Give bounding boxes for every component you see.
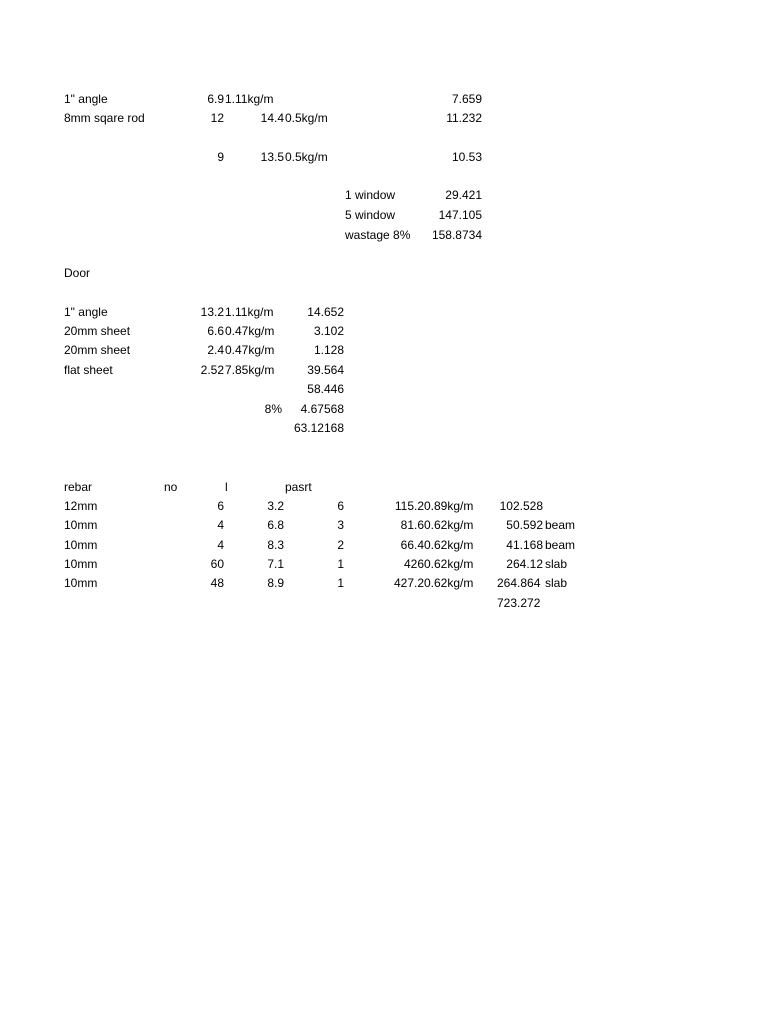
door-unit-weight: 1.11kg/m (225, 305, 274, 319)
window-summary-value: 29.421 (445, 188, 482, 202)
rebar-total-weight: 102.528 (499, 499, 543, 513)
window-item-label: 1" angle (64, 92, 108, 106)
rebar-part: 3 (337, 518, 344, 532)
rebar-count: 4 (217, 518, 224, 532)
rebar-unit-weight: 0.62kg/m (424, 518, 474, 532)
rebar-part: 2 (337, 538, 344, 552)
rebar-grand-total: 723.272 (497, 596, 541, 610)
window-unit-weight: 0.5kg/m (285, 111, 328, 125)
rebar-part: 6 (337, 499, 344, 513)
rebar-header-no: no (164, 480, 178, 494)
door-length: 6.6 (207, 324, 224, 338)
rebar-diameter: 10mm (64, 518, 98, 532)
rebar-length: 7.1 (267, 557, 284, 571)
door-item-label: 1" angle (64, 305, 108, 319)
door-item-label: 20mm sheet (64, 324, 131, 338)
rebar-total-length: 81.6 (400, 518, 424, 532)
rebar-header-length: l (225, 480, 228, 494)
rebar-unit-weight: 0.62kg/m (424, 576, 474, 590)
rebar-length: 8.3 (267, 538, 284, 552)
rebar-part: 1 (337, 557, 344, 571)
door-item-label: flat sheet (64, 363, 113, 377)
rebar-part: 1 (337, 576, 344, 590)
rebar-total-weight: 50.592 (506, 518, 543, 532)
door-item-label: 20mm sheet (64, 343, 131, 357)
door-total: 3.102 (313, 324, 344, 338)
rebar-header-part: pasrt (285, 480, 312, 494)
window-summary-label: 1 window (345, 188, 396, 202)
door-wastage-value: 4.67568 (300, 402, 344, 416)
rebar-unit-weight: 0.62kg/m (424, 538, 474, 552)
rebar-count: 48 (210, 576, 224, 590)
door-unit-weight: 0.47kg/m (225, 343, 275, 357)
door-length: 2.4 (207, 343, 224, 357)
rebar-count: 60 (210, 557, 224, 571)
rebar-total-length: 66.4 (400, 538, 424, 552)
rebar-total-weight: 264.12 (506, 557, 543, 571)
rebar-diameter: 10mm (64, 557, 98, 571)
door-grand-total: 63.12168 (293, 421, 344, 435)
window-summary-label: wastage 8% (345, 228, 411, 242)
window-summary-value: 158.8734 (431, 228, 482, 242)
rebar-total-length: 426 (403, 557, 424, 571)
window-unit-weight: 0.5kg/m (285, 150, 328, 164)
window-qty: 9 (217, 150, 224, 164)
door-length: 13.2 (200, 305, 224, 319)
rebar-total-weight: 41.168 (506, 538, 543, 552)
window-summary-value: 147.105 (438, 208, 482, 222)
window-summary-label: 5 window (345, 208, 396, 222)
rebar-use: slab (545, 557, 568, 571)
door-section-title: Door (64, 266, 91, 280)
door-unit-weight: 7.85kg/m (225, 363, 275, 377)
window-qty: 12 (210, 111, 224, 125)
door-total: 1.128 (313, 343, 344, 357)
rebar-total-length: 115.2 (394, 499, 424, 513)
rebar-count: 6 (217, 499, 224, 513)
window-item-label: 8mm sqare rod (64, 111, 145, 125)
rebar-length: 8.9 (267, 576, 284, 590)
door-wastage-label: 8% (264, 402, 282, 416)
rebar-count: 4 (217, 538, 224, 552)
rebar-length: 3.2 (267, 499, 284, 513)
rebar-total-weight: 264.864 (497, 576, 541, 590)
rebar-diameter: 12mm (64, 499, 98, 513)
rebar-diameter: 10mm (64, 576, 98, 590)
rebar-total-length: 427.2 (393, 576, 424, 590)
rebar-use: beam (545, 538, 576, 552)
window-length: 14.4 (260, 111, 284, 125)
window-total: 10.53 (451, 150, 482, 164)
window-length: 13.5 (260, 150, 284, 164)
rebar-use: beam (545, 518, 576, 532)
rebar-length: 6.8 (267, 518, 284, 532)
door-total: 39.564 (307, 363, 344, 377)
door-unit-weight: 0.47kg/m (225, 324, 275, 338)
window-length: 6.9 (207, 92, 224, 106)
rebar-use: slab (545, 576, 568, 590)
door-subtotal: 58.446 (307, 382, 344, 396)
window-total: 11.232 (446, 111, 482, 125)
rebar-unit-weight: 0.62kg/m (424, 557, 474, 571)
window-unit-weight: 1.11kg/m (225, 92, 274, 106)
rebar-unit-weight: 0.89kg/m (424, 499, 474, 513)
door-total: 14.652 (307, 305, 344, 319)
window-total: 7.659 (451, 92, 482, 106)
rebar-diameter: 10mm (64, 538, 98, 552)
rebar-header-label: rebar (64, 480, 93, 494)
door-length: 2.52 (200, 363, 224, 377)
